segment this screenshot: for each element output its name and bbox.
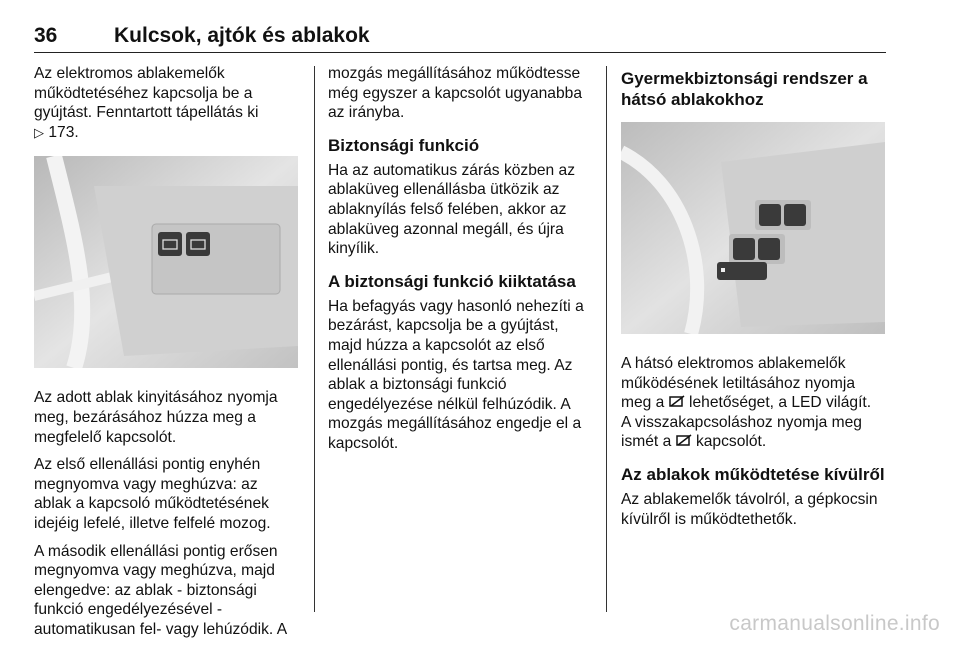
paragraph-continued: mozgás megállításához működtesse még egyszer a kapcsolót ugyanabba az irányba. <box>328 65 582 122</box>
paragraph-safety-function: Ha az automatikus zárás közben az ablaküveg ellenállásba ütközik az ablaknyílás felső felében, akkor az ablaküveg azonnal megáll, és újra kinyílik. <box>328 161 576 258</box>
column-2 <box>328 64 600 462</box>
paragraph-second-detent: A második ellenállási pontig erősen megnyomva vagy meghúzva, majd elengedve: az ablak - biztonsági funkció engedélyezésével - automatikusan fel- vagy lehúzódik. A <box>34 542 288 638</box>
page-header <box>34 22 886 53</box>
child-lock-window-icon <box>669 395 685 409</box>
front-window-switch-figure <box>34 156 298 368</box>
column-1 <box>34 64 306 648</box>
paragraph-override-safety: Ha befagyás vagy hasonló nehezíti a bezárást, kapcsolja be a gyújtást, majd húzza a kapcsolót az első ellenállási pontig, és tartsa meg. Az ablak a biztonsági funkció engedélyezése nélkül felhúzódik. A mozgás megállításához engedje el a kapcsolót. <box>328 297 584 452</box>
watermark: carmanualsonline.info <box>729 612 940 635</box>
rear-switch-4 <box>758 238 780 260</box>
page-reference-link[interactable]: ▷ 173. <box>34 123 79 141</box>
column-divider-1 <box>314 66 315 612</box>
heading-operate-from-outside: Az ablakok működtetése kívülről <box>621 464 885 484</box>
heading-override-safety: A biztonsági funkció kiiktatása <box>328 271 576 291</box>
paragraph-open-close: Az adott ablak kinyitásához nyomja meg, bezárásához húzza meg a megfelelő kapcsolót. <box>34 389 278 446</box>
intro-paragraph: Az elektromos ablakemelők működtetéséhez kapcsolja be a gyújtást. Fenntartott tápellátás ki ▷ 173. <box>34 65 259 141</box>
child-lock-window-icon <box>676 434 692 448</box>
paragraph-first-detent: Az első ellenállási pontig enyhén megnyomva vagy meghúzva: az ablak a kapcsoló működtetésének idejéig lefelé, illetve felfelé mozog. <box>34 456 271 532</box>
rear-switch-3 <box>733 238 755 260</box>
window-switch-right <box>186 232 210 256</box>
rear-window-child-lock-figure <box>621 122 885 334</box>
rear-switch-2 <box>784 204 806 226</box>
column-divider-2 <box>606 66 607 612</box>
page-number: 36 <box>34 24 58 47</box>
chapter-title: Kulcsok, ajtók és ablakok <box>114 24 370 47</box>
heading-child-safety: Gyermekbiztonsági rendszer a hátsó ablakokhoz <box>621 69 868 109</box>
window-switch-left <box>158 232 182 256</box>
paragraph-child-lock: A hátsó elektromos ablakemelők működésének letiltásához nyomja meg a lehetőséget, a LED világít. A visszakapcsoláshoz nyomja meg ismét a kapcsolót. <box>621 355 872 451</box>
paragraph-operate-from-outside: Az ablakemelők távolról, a gépkocsin kívülről is működtethetők. <box>621 490 878 528</box>
heading-safety-function: Biztonsági funkció <box>328 135 480 155</box>
arrow-reference-icon: ▷ <box>34 124 44 140</box>
column-3 <box>621 64 889 537</box>
rear-switch-1 <box>759 204 781 226</box>
